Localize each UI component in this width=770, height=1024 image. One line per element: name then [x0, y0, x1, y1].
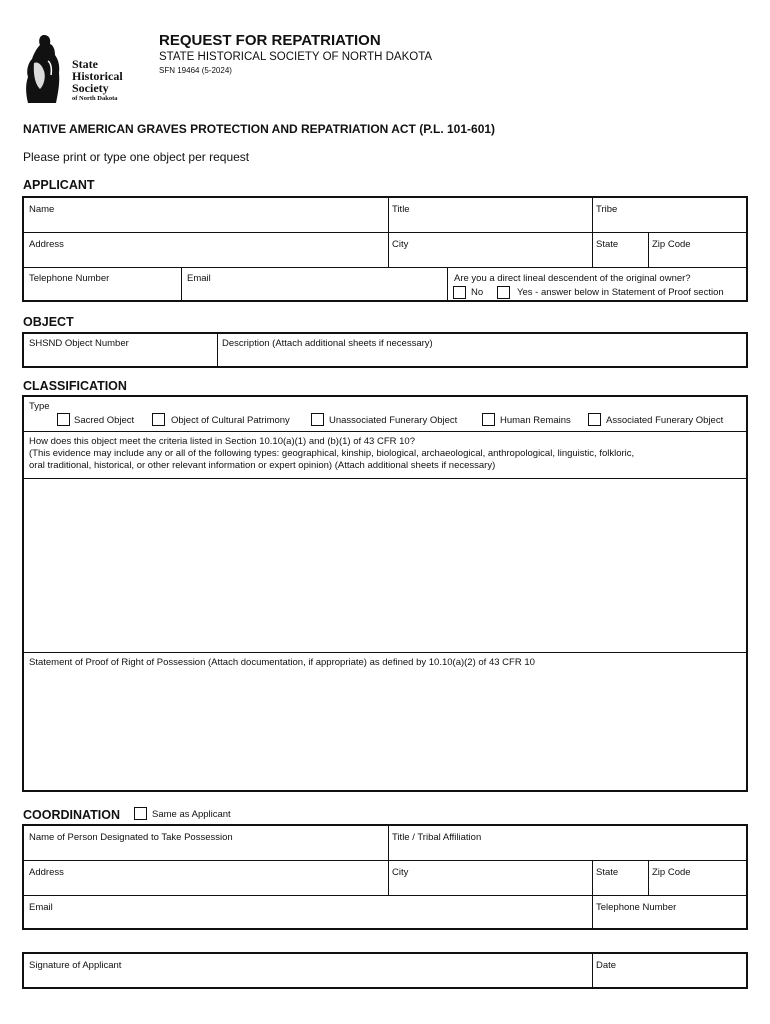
criteria-question: How does this object meet the criteria listed in Section 10.10(a)(1) and (b)(1) of 43 CFR 10?	[29, 436, 415, 447]
col-divider	[648, 232, 649, 267]
applicant-city-field[interactable]: City	[392, 239, 409, 250]
designee-zip-field[interactable]: Zip Code	[652, 867, 691, 878]
signature-date-field[interactable]: Date	[596, 960, 617, 971]
object-heading: OBJECT	[23, 315, 74, 329]
row-divider	[24, 895, 746, 896]
applicant-heading: APPLICANT	[23, 178, 95, 192]
logo-text-society: Society	[72, 81, 109, 95]
type-cultural-patrimony-checkbox[interactable]	[152, 413, 165, 426]
type-unassociated-funerary-label: Unassociated Funerary Object	[329, 415, 458, 426]
applicant-phone-field[interactable]: Telephone Number	[29, 273, 110, 284]
type-label: Type	[29, 401, 50, 412]
type-human-remains-checkbox[interactable]	[482, 413, 495, 426]
classification-heading: CLASSIFICATION	[23, 379, 127, 393]
object-description-field[interactable]: Description (Attach additional sheets if necessary)	[222, 338, 433, 349]
criteria-evidence-note: (This evidence may include any or all of the following types: geographical, kinship, biological, archaeological, anthropological, linguistic, folkloric,	[29, 448, 635, 459]
col-divider	[592, 954, 593, 987]
applicant-zip-field[interactable]: Zip Code	[652, 239, 691, 250]
descendant-yes-checkbox[interactable]	[497, 286, 510, 299]
designee-name-field[interactable]: Name of Person Designated to Take Possession	[29, 832, 233, 843]
logo-text-historical: Historical	[72, 69, 123, 83]
designee-state-field[interactable]: State	[596, 867, 619, 878]
same-as-applicant-label: Same as Applicant	[152, 809, 231, 820]
designee-title-field[interactable]: Title / Tribal Affiliation	[392, 832, 482, 843]
row-divider	[24, 478, 746, 479]
descendant-no-label: No	[471, 287, 484, 298]
type-sacred-object-label: Sacred Object	[74, 415, 135, 426]
applicant-title-field[interactable]: Title	[392, 204, 410, 215]
classification-section	[22, 395, 748, 792]
form-number: SFN 19464 (5-2024)	[159, 66, 232, 75]
col-divider	[388, 198, 389, 267]
col-divider	[447, 267, 448, 300]
designee-phone-field[interactable]: Telephone Number	[596, 902, 677, 913]
figure-silhouette-icon	[22, 33, 70, 105]
col-divider	[181, 267, 182, 300]
applicant-name-field[interactable]: Name	[29, 204, 55, 215]
applicant-section	[22, 196, 748, 302]
applicant-tribe-field[interactable]: Tribe	[596, 204, 618, 215]
type-unassociated-funerary-checkbox[interactable]	[311, 413, 324, 426]
signature-section	[22, 952, 748, 989]
coordination-heading: COORDINATION	[23, 808, 120, 822]
designee-address-field[interactable]: Address	[29, 867, 64, 878]
type-human-remains-label: Human Remains	[500, 415, 571, 426]
row-divider	[24, 431, 746, 432]
object-section	[22, 332, 748, 368]
designee-city-field[interactable]: City	[392, 867, 409, 878]
criteria-answer-area[interactable]	[26, 481, 744, 649]
proof-of-possession-area[interactable]	[26, 671, 744, 787]
descendant-question: Are you a direct lineal descendent of the original owner?	[454, 273, 691, 284]
act-title: NATIVE AMERICAN GRAVES PROTECTION AND REPATRIATION ACT (P.L. 101-601)	[23, 122, 496, 136]
type-associated-funerary-label: Associated Funerary Object	[606, 415, 724, 426]
instructions: Please print or type one object per request	[23, 150, 250, 164]
designee-email-field[interactable]: Email	[29, 902, 53, 913]
proof-of-possession-label: Statement of Proof of Right of Possession (Attach documentation, if appropriate) as defined by 10.10(a)(2) of 43 CFR 10	[29, 657, 535, 668]
object-number-field[interactable]: SHSND Object Number	[29, 338, 129, 349]
col-divider	[592, 198, 593, 267]
applicant-email-field[interactable]: Email	[187, 273, 211, 284]
descendant-no-checkbox[interactable]	[453, 286, 466, 299]
type-associated-funerary-checkbox[interactable]	[588, 413, 601, 426]
criteria-evidence-note-2: oral traditional, historical, or other relevant information or expert opinion) (Attach additional sheets if necessary)	[29, 460, 496, 471]
same-as-applicant-checkbox[interactable]	[134, 807, 147, 820]
applicant-address-field[interactable]: Address	[29, 239, 64, 250]
col-divider	[592, 860, 593, 928]
row-divider	[24, 267, 746, 268]
col-divider	[388, 826, 389, 895]
applicant-state-field[interactable]: State	[596, 239, 619, 250]
descendant-yes-label: Yes - answer below in Statement of Proof section	[517, 287, 724, 298]
row-divider	[24, 860, 746, 861]
type-sacred-object-checkbox[interactable]	[57, 413, 70, 426]
row-divider	[24, 232, 746, 233]
row-divider	[24, 652, 746, 653]
org-name: STATE HISTORICAL SOCIETY OF NORTH DAKOTA	[159, 51, 433, 63]
applicant-signature-field[interactable]: Signature of Applicant	[29, 960, 122, 971]
coordination-section	[22, 824, 748, 930]
logo-text-state: State	[72, 57, 98, 71]
col-divider	[648, 860, 649, 895]
form-title: REQUEST FOR REPATRIATION	[159, 32, 381, 49]
col-divider	[217, 334, 218, 366]
type-cultural-patrimony-label: Object of Cultural Patrimony	[171, 415, 290, 426]
logo-text-nd: of North Dakota	[72, 95, 118, 102]
